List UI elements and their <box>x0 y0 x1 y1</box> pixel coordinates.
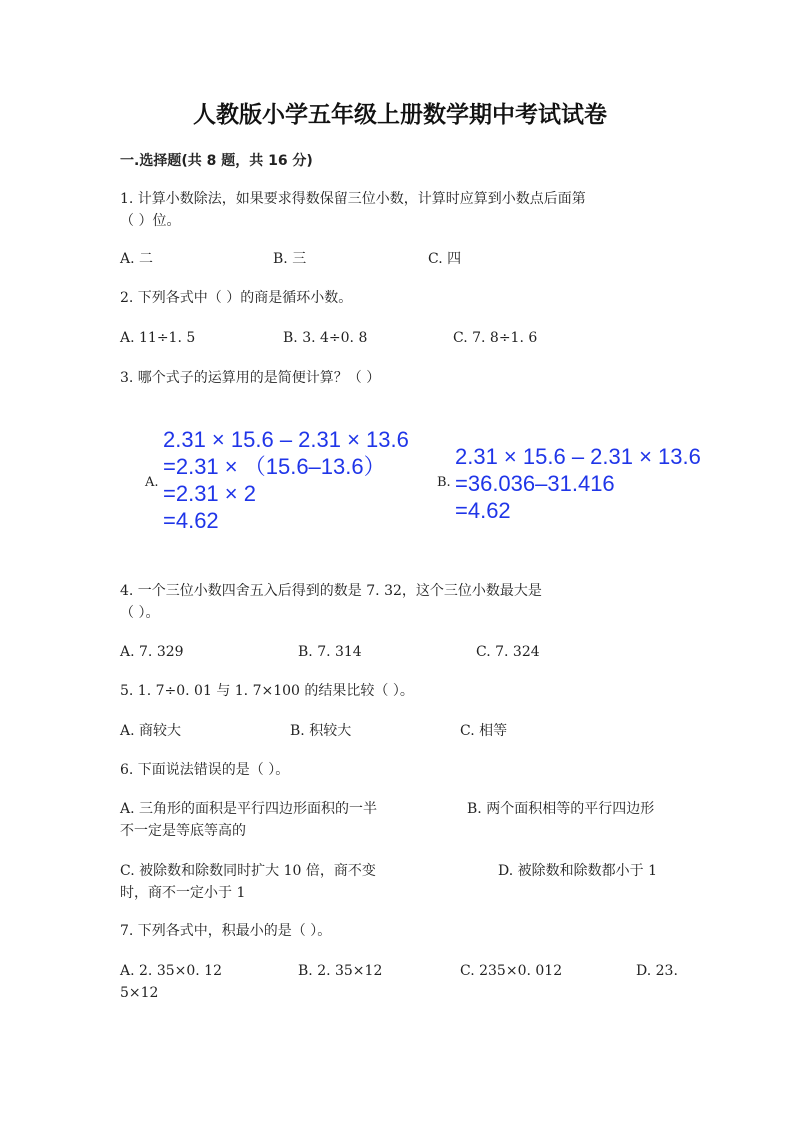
question-6-option-a: A. 三角形的面积是平行四边形面积的一半 <box>120 801 378 817</box>
question-3-label-a: A. <box>145 475 159 490</box>
question-7-option-b: B. 2. 35×12 <box>298 963 383 979</box>
question-5-option-a: A. 商较大 <box>120 723 182 739</box>
image-b-line: =36.036–31.416 <box>455 471 615 496</box>
question-4-text-line2: （ ）。 <box>120 605 160 621</box>
question-6-option-b: B. 两个面积相等的平行四边形 <box>467 801 655 817</box>
image-a-line: =2.31 × 2 <box>163 481 256 506</box>
question-5-text: 5. 1. 7÷0. 01 与 1. 7×100 的结果比较（ ）。 <box>120 683 414 699</box>
question-5-option-b: B. 积较大 <box>290 723 352 739</box>
question-7-option-d: D. 23. <box>636 963 678 979</box>
question-2-option-a: A. 11÷1. 5 <box>120 330 196 346</box>
image-b-line: =4.62 <box>455 498 511 523</box>
section-heading: 一.选择题(共 8 题，共 16 分) <box>120 153 313 169</box>
question-3-image-a <box>163 426 409 534</box>
question-4-option-c: C. 7. 324 <box>476 644 540 660</box>
question-2-option-b: B. 3. 4÷0. 8 <box>283 330 368 346</box>
question-1-text-line1: 1. 计算小数除法，如果要求得数保留三位小数，计算时应算到小数点后面第 <box>120 191 586 207</box>
image-a-line: =2.31 × （15.6–13.6） <box>163 454 386 479</box>
question-1-option-c: C. 四 <box>428 251 462 267</box>
question-3-label-b: B. <box>437 475 451 490</box>
question-7-text: 7. 下列各式中，积最小的是（ ）。 <box>120 923 332 939</box>
question-4-option-a: A. 7. 329 <box>120 644 184 660</box>
question-5-option-c: C. 相等 <box>460 723 508 739</box>
question-3-image-b <box>455 443 701 524</box>
question-7-option-d-continued: 5×12 <box>120 985 159 1001</box>
question-4-text-line1: 4. 一个三位小数四舍五入后得到的数是 7. 32，这个三位小数最大是 <box>120 583 542 599</box>
question-6-option-d: D. 被除数和除数都小于 1 <box>498 863 657 879</box>
question-4-option-b: B. 7. 314 <box>298 644 362 660</box>
question-6-text: 6. 下面说法错误的是（ ）。 <box>120 762 290 778</box>
question-6-option-c: C. 被除数和除数同时扩大 10 倍，商不变 <box>120 863 376 879</box>
question-6-option-d-continued: 时，商不一定小于 1 <box>120 885 246 901</box>
question-1-option-b: B. 三 <box>273 251 307 267</box>
image-a-line: =4.62 <box>163 508 219 533</box>
question-1-option-a: A. 二 <box>120 251 154 267</box>
image-a-line: 2.31 × 15.6 – 2.31 × 13.6 <box>163 427 409 452</box>
page-title: 人教版小学五年级上册数学期中考试试卷 <box>193 102 607 128</box>
image-b-line: 2.31 × 15.6 – 2.31 × 13.6 <box>455 444 701 469</box>
question-2-option-c: C. 7. 8÷1. 6 <box>453 330 538 346</box>
question-7-option-a: A. 2. 35×0. 12 <box>120 963 222 979</box>
question-7-option-c: C. 235×0. 012 <box>460 963 563 979</box>
question-2-text: 2. 下列各式中（ ）的商是循环小数。 <box>120 290 353 306</box>
question-1-text-line2: （ ）位。 <box>120 213 181 229</box>
question-3-text: 3. 哪个式子的运算用的是简便计算？（ ） <box>120 370 381 386</box>
question-6-option-b-continued: 不一定是等底等高的 <box>120 823 246 839</box>
